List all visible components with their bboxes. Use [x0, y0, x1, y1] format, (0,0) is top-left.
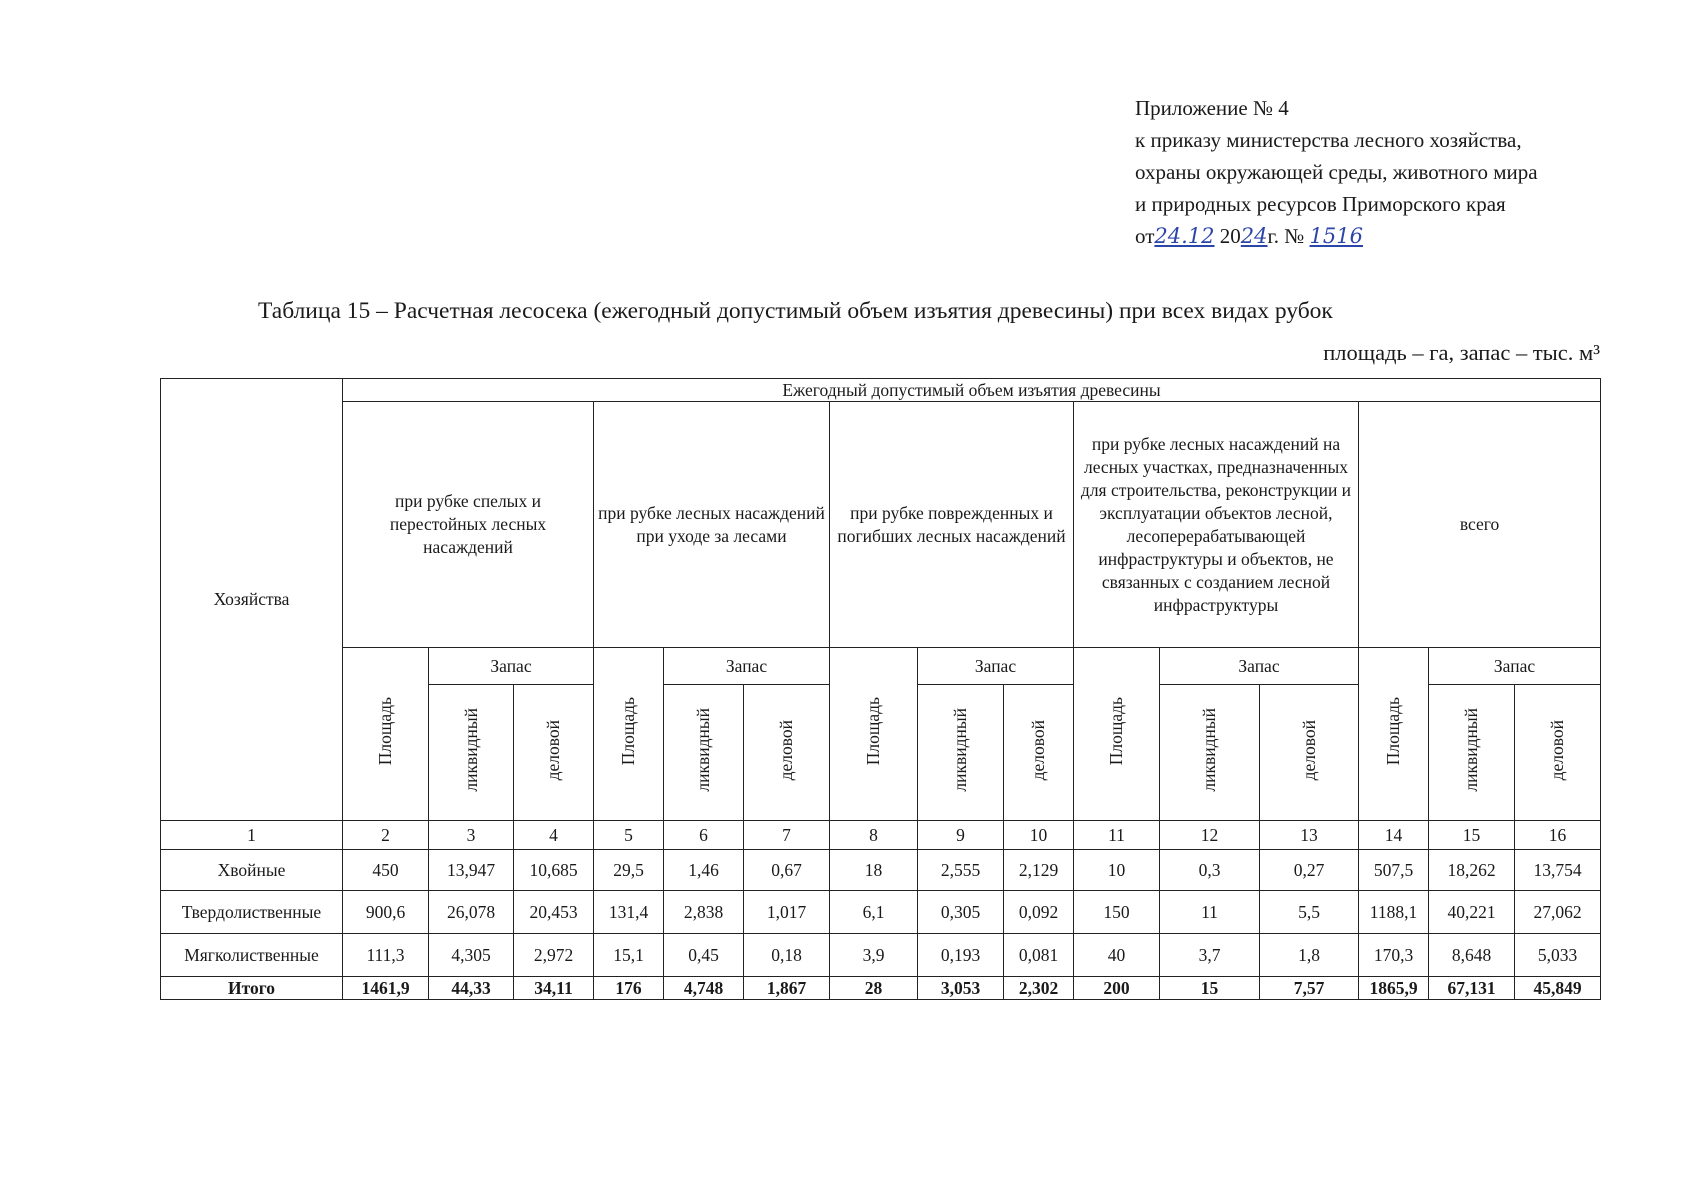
table-cell: 15,1	[594, 934, 664, 977]
group-care-felling: при рубке лесных насаждений при уходе за лесами	[594, 402, 830, 648]
table-cell: 10	[1074, 850, 1160, 891]
table-cell: 44,33	[429, 977, 514, 1000]
header-row-zapas	[161, 648, 1601, 685]
column-number: 15	[1429, 821, 1515, 850]
table-cell: 150	[1074, 891, 1160, 934]
header-liquid-4	[1160, 685, 1260, 821]
table-cell: 45,849	[1515, 977, 1601, 1000]
header-business-label: деловой	[543, 719, 563, 781]
table-cell: 29,5	[594, 850, 664, 891]
header-business-label: деловой	[776, 719, 796, 781]
table-row-softwood	[161, 934, 1601, 977]
table-cell: 0,092	[1004, 891, 1074, 934]
header-zapas-2: Запас	[664, 648, 830, 685]
table-cell: 18	[830, 850, 918, 891]
table-cell: 5,5	[1260, 891, 1359, 934]
row-name: Твердолиственные	[161, 891, 343, 934]
header-annual-volume: Ежегодный допустимый объем изъятия древесины	[343, 379, 1601, 402]
column-number: 6	[664, 821, 744, 850]
column-number: 16	[1515, 821, 1601, 850]
header-liquid-3	[918, 685, 1004, 821]
appendix-resources-line: и природных ресурсов Приморского края	[1135, 192, 1506, 216]
table-cell: 450	[343, 850, 429, 891]
table-cell: 131,4	[594, 891, 664, 934]
appendix-order-line: к приказу министерства лесного хозяйства,	[1135, 128, 1522, 152]
header-farms: Хозяйства	[161, 379, 343, 821]
table-cell: 2,972	[514, 934, 594, 977]
column-number: 12	[1160, 821, 1260, 850]
table-cell: 7,57	[1260, 977, 1359, 1000]
table-cell: 900,6	[343, 891, 429, 934]
header-zapas-4: Запас	[1160, 648, 1359, 685]
column-number: 4	[514, 821, 594, 850]
header-zapas-1: Запас	[429, 648, 594, 685]
table-cell: 8,648	[1429, 934, 1515, 977]
header-area-5	[1359, 648, 1429, 821]
table-cell: 2,838	[664, 891, 744, 934]
header-liquid-1	[429, 685, 514, 821]
table-cell: 176	[594, 977, 664, 1000]
column-number: 2	[343, 821, 429, 850]
table-cell: 1461,9	[343, 977, 429, 1000]
table-cell: 28	[830, 977, 918, 1000]
row-name: Хвойные	[161, 850, 343, 891]
header-area-3	[830, 648, 918, 821]
table-cell: 6,1	[830, 891, 918, 934]
table-cell: 34,11	[514, 977, 594, 1000]
table-cell: 1,46	[664, 850, 744, 891]
column-number: 10	[1004, 821, 1074, 850]
header-business-label: деловой	[1298, 719, 1319, 781]
group-damaged-felling: при рубке поврежденных и погибших лесных насаждений	[830, 402, 1074, 648]
appendix-title: Приложение № 4	[1135, 96, 1289, 120]
table-cell: 0,27	[1260, 850, 1359, 891]
header-area-label: Площадь	[618, 697, 638, 766]
table-cell: 0,18	[744, 934, 830, 977]
table-cell: 10,685	[514, 850, 594, 891]
header-area-1	[343, 648, 429, 821]
table-row-total	[161, 977, 1601, 1000]
table-cell: 4,305	[429, 934, 514, 977]
units-note: площадь – га, запас – тыс. м³	[1323, 340, 1600, 365]
header-liquid-label: ликвидный	[693, 708, 713, 792]
column-number-row	[161, 821, 1601, 850]
table-cell: 111,3	[343, 934, 429, 977]
table-cell: 2,129	[1004, 850, 1074, 891]
table-cell: 0,45	[664, 934, 744, 977]
header-area-label: Площадь	[1383, 697, 1403, 766]
column-number: 1	[161, 821, 343, 850]
date-prefix: от	[1135, 224, 1155, 248]
header-business-3	[1004, 685, 1074, 821]
header-liquid-2	[664, 685, 744, 821]
table-cell: 4,748	[664, 977, 744, 1000]
table-cell: 27,062	[1515, 891, 1601, 934]
table-cell: 40	[1074, 934, 1160, 977]
column-number: 9	[918, 821, 1004, 850]
table-cell: 15	[1160, 977, 1260, 1000]
table-cell: 200	[1074, 977, 1160, 1000]
header-business-1	[514, 685, 594, 821]
header-row-top	[161, 379, 1601, 402]
header-business-2	[744, 685, 830, 821]
group-infrastructure-felling: при рубке лесных насаждений на лесных участках, предназначенных для строительства, реконструкции и эксплуатации объектов лесной, лесоперерабатывающей инфраструктуры и объектов, не связанных с созданием лесной инфраструктуры	[1074, 402, 1359, 648]
header-business-5	[1515, 685, 1601, 821]
header-area-4	[1074, 648, 1160, 821]
table-cell: 3,053	[918, 977, 1004, 1000]
column-number: 7	[744, 821, 830, 850]
table-cell: 3,7	[1160, 934, 1260, 977]
table-cell: 0,081	[1004, 934, 1074, 977]
table-cell: 507,5	[1359, 850, 1429, 891]
table-cell: 1865,9	[1359, 977, 1429, 1000]
table-cell: 1,8	[1260, 934, 1359, 977]
header-zapas-5: Запас	[1429, 648, 1601, 685]
table-cell: 1188,1	[1359, 891, 1429, 934]
table-cell: 13,947	[429, 850, 514, 891]
table-cell: 170,3	[1359, 934, 1429, 977]
table-cell: 18,262	[1429, 850, 1515, 891]
column-number: 3	[429, 821, 514, 850]
column-number: 13	[1260, 821, 1359, 850]
table-cell: 40,221	[1429, 891, 1515, 934]
appendix-block	[1135, 92, 1675, 252]
table-cell: 5,033	[1515, 934, 1601, 977]
column-number: 11	[1074, 821, 1160, 850]
date-number-label: г. №	[1267, 224, 1305, 248]
group-total: всего	[1359, 402, 1601, 648]
handwritten-doc-number: 1516	[1309, 224, 1363, 248]
table-cell: 2,302	[1004, 977, 1074, 1000]
column-number: 5	[594, 821, 664, 850]
header-liquid-label: ликвидный	[950, 708, 970, 792]
table-cell: 3,9	[830, 934, 918, 977]
header-business-4	[1260, 685, 1359, 821]
header-area-2	[594, 648, 664, 821]
table-cell: 1,867	[744, 977, 830, 1000]
header-area-label: Площадь	[863, 697, 883, 766]
table-cell: 2,555	[918, 850, 1004, 891]
table-cell: 0,3	[1160, 850, 1260, 891]
harvest-table	[160, 378, 1601, 1000]
header-liquid-label: ликвидный	[1461, 708, 1481, 792]
table-cell: 26,078	[429, 891, 514, 934]
table-cell: 0,305	[918, 891, 1004, 934]
table-cell: 0,193	[918, 934, 1004, 977]
date-year-prefix: 20	[1219, 224, 1241, 248]
header-business-label: деловой	[1028, 719, 1048, 781]
appendix-date-line	[1135, 220, 1675, 252]
header-liquid-label: ликвидный	[460, 708, 481, 792]
table-cell: 20,453	[514, 891, 594, 934]
header-row-groups	[161, 402, 1601, 648]
header-business-label: деловой	[1547, 719, 1568, 781]
column-number: 14	[1359, 821, 1429, 850]
appendix-ministry-line: охраны окружающей среды, животного мира	[1135, 160, 1538, 184]
table-row-hardwood	[161, 891, 1601, 934]
table-cell: 0,67	[744, 850, 830, 891]
handwritten-date: 24.12	[1154, 224, 1215, 248]
header-area-label: Площадь	[1106, 697, 1126, 766]
table-cell: 1,017	[744, 891, 830, 934]
table-cell: 67,131	[1429, 977, 1515, 1000]
column-number: 8	[830, 821, 918, 850]
header-liquid-5	[1429, 685, 1515, 821]
table-row-coniferous	[161, 850, 1601, 891]
header-zapas-3: Запас	[918, 648, 1074, 685]
handwritten-year: 24	[1240, 224, 1268, 248]
table-cell: 13,754	[1515, 850, 1601, 891]
group-mature-felling: при рубке спелых и перестойных лесных насаждений	[343, 402, 594, 648]
table-cell: 11	[1160, 891, 1260, 934]
header-liquid-label: ликвидный	[1199, 708, 1219, 792]
header-area-label: Площадь	[375, 697, 395, 766]
table-title: Таблица 15 – Расчетная лесосека (ежегодный допустимый объем изъятия древесины) при всех видах рубок	[258, 298, 1333, 324]
row-name: Мягколиственные	[161, 934, 343, 977]
row-name: Итого	[161, 977, 343, 1000]
